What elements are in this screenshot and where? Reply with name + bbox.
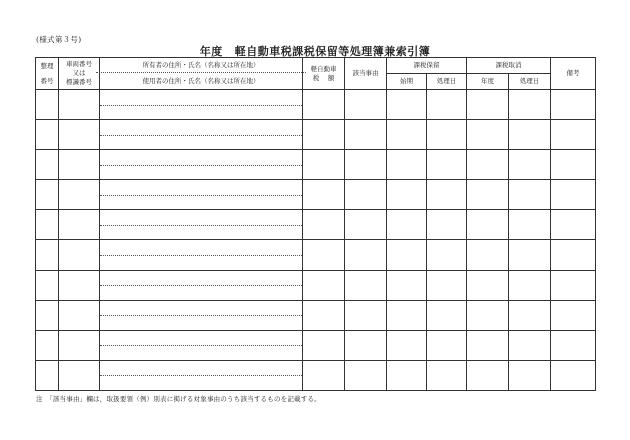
cell-hold-start[interactable]: [387, 210, 427, 240]
cell-tax-amount[interactable]: [303, 90, 345, 120]
footnote: 注 「該当事由」欄は，取扱要領（例）別表に掲げる対象事由のうち該当するものを記載する。: [36, 395, 321, 403]
header-remarks: 備考: [551, 58, 596, 90]
table-body: [36, 90, 596, 391]
cell-cancel-year[interactable]: [467, 270, 509, 300]
cell-vehicle-number[interactable]: [59, 90, 100, 120]
cell-seq-number[interactable]: [36, 120, 59, 150]
cell-owner-user[interactable]: [100, 90, 303, 120]
cell-seq-number[interactable]: [36, 270, 59, 300]
cell-hold-date[interactable]: [427, 300, 467, 330]
cell-cancel-date[interactable]: [509, 240, 551, 270]
cell-tax-amount[interactable]: [303, 180, 345, 210]
table-row: [36, 240, 596, 270]
cell-cancel-year[interactable]: [467, 180, 509, 210]
header-vehicle-number: 車両番号 又は 標識番号: [59, 58, 100, 90]
form-number: (様式第３号): [36, 35, 82, 44]
cell-hold-start[interactable]: [387, 270, 427, 300]
header-tax-amount: 軽自動車 税 額: [303, 58, 345, 90]
address-divider: [100, 315, 302, 316]
cell-hold-date[interactable]: [427, 180, 467, 210]
cell-reason[interactable]: [345, 360, 387, 390]
header-owner-user: [100, 58, 303, 90]
cell-cancel-year[interactable]: [467, 360, 509, 390]
table-row: [36, 330, 596, 360]
header-owner: 所有者の住所・氏名（名称又は所在地）: [142, 61, 260, 69]
cell-tax-amount[interactable]: [303, 360, 345, 390]
cell-tax-amount[interactable]: [303, 270, 345, 300]
cell-vehicle-number[interactable]: [59, 330, 100, 360]
cell-owner-user[interactable]: [100, 270, 303, 300]
cell-cancel-year[interactable]: [467, 330, 509, 360]
cell-cancel-year[interactable]: [467, 210, 509, 240]
cell-reason[interactable]: [345, 330, 387, 360]
cell-reason[interactable]: [345, 210, 387, 240]
cell-cancel-year[interactable]: [467, 240, 509, 270]
cell-vehicle-number[interactable]: [59, 180, 100, 210]
cell-tax-amount[interactable]: [303, 240, 345, 270]
address-divider: [100, 165, 302, 166]
address-divider: [100, 195, 302, 196]
cell-owner-user[interactable]: [100, 300, 303, 330]
table-row: [36, 210, 596, 240]
cell-tax-amount[interactable]: [303, 330, 345, 360]
title-text: 軽自動車税課税保留等処理簿兼索引簿: [234, 45, 431, 58]
cell-hold-start[interactable]: [387, 180, 427, 210]
cell-reason[interactable]: [345, 240, 387, 270]
address-divider: [100, 285, 302, 286]
cell-hold-start[interactable]: [387, 240, 427, 270]
cell-cancel-year[interactable]: [467, 120, 509, 150]
cell-remarks[interactable]: [551, 360, 596, 390]
cell-remarks[interactable]: [551, 90, 596, 120]
cell-remarks[interactable]: [551, 300, 596, 330]
cell-hold-start[interactable]: [387, 330, 427, 360]
cell-hold-start[interactable]: [387, 360, 427, 390]
cell-hold-date[interactable]: [427, 360, 467, 390]
header-hold-date: 処理日: [427, 74, 467, 90]
cell-owner-user[interactable]: [100, 120, 303, 150]
cell-remarks[interactable]: [551, 150, 596, 180]
cell-tax-amount[interactable]: [303, 120, 345, 150]
cell-seq-number[interactable]: [36, 180, 59, 210]
header-cancel-year: 年度: [467, 74, 509, 90]
cell-hold-date[interactable]: [427, 150, 467, 180]
cell-hold-start[interactable]: [387, 300, 427, 330]
cell-seq-number[interactable]: [36, 150, 59, 180]
cell-seq-number[interactable]: [36, 240, 59, 270]
cell-hold-start[interactable]: [387, 90, 427, 120]
cell-remarks[interactable]: [551, 120, 596, 150]
address-divider: [100, 345, 302, 346]
cell-hold-date[interactable]: [427, 210, 467, 240]
cell-vehicle-number[interactable]: [59, 240, 100, 270]
cell-owner-user[interactable]: [100, 210, 303, 240]
cell-tax-amount[interactable]: [303, 210, 345, 240]
cell-vehicle-number[interactable]: [59, 120, 100, 150]
cell-remarks[interactable]: [551, 240, 596, 270]
cell-vehicle-number[interactable]: [59, 150, 100, 180]
cell-cancel-year[interactable]: [467, 90, 509, 120]
cell-hold-date[interactable]: [427, 90, 467, 120]
table-row: [36, 270, 596, 300]
header-cancel: 課税取消: [467, 58, 551, 74]
cell-vehicle-number[interactable]: [59, 360, 100, 390]
cell-seq-number[interactable]: [36, 300, 59, 330]
cell-cancel-date[interactable]: [509, 90, 551, 120]
cell-cancel-year[interactable]: [467, 150, 509, 180]
table-row: [36, 300, 596, 330]
cell-cancel-year[interactable]: [467, 300, 509, 330]
cell-cancel-date[interactable]: [509, 270, 551, 300]
cell-hold-start[interactable]: [387, 120, 427, 150]
header-seq-number: 整理 番号: [36, 58, 59, 90]
cell-reason[interactable]: [345, 300, 387, 330]
cell-reason[interactable]: [345, 150, 387, 180]
cell-vehicle-number[interactable]: [59, 270, 100, 300]
header-hold-start: 始期: [387, 74, 427, 90]
cell-hold-start[interactable]: [387, 150, 427, 180]
cell-cancel-date[interactable]: [509, 150, 551, 180]
header-hold: 課税保留: [387, 58, 467, 74]
cell-cancel-date[interactable]: [509, 180, 551, 210]
cell-cancel-date[interactable]: [509, 300, 551, 330]
cell-hold-date[interactable]: [427, 270, 467, 300]
address-divider: [100, 105, 302, 106]
address-divider: [100, 375, 302, 376]
table-row: [36, 360, 596, 390]
cell-tax-amount[interactable]: [303, 150, 345, 180]
header-cancel-date: 処理日: [509, 74, 551, 90]
cell-cancel-date[interactable]: [509, 330, 551, 360]
cell-reason[interactable]: [345, 90, 387, 120]
cell-reason[interactable]: [345, 180, 387, 210]
cell-seq-number[interactable]: [36, 90, 59, 120]
cell-cancel-date[interactable]: [509, 360, 551, 390]
register-table: [35, 57, 596, 391]
cell-vehicle-number[interactable]: [59, 210, 100, 240]
address-divider: [100, 255, 302, 256]
cell-owner-user[interactable]: [100, 240, 303, 270]
cell-remarks[interactable]: [551, 210, 596, 240]
cell-seq-number[interactable]: [36, 330, 59, 360]
table-row: [36, 150, 596, 180]
cell-hold-date[interactable]: [427, 120, 467, 150]
header-user: 使用者の住所・氏名（名称又は所在地）: [142, 77, 260, 85]
cell-cancel-date[interactable]: [509, 210, 551, 240]
cell-seq-number[interactable]: [36, 360, 59, 390]
table-row: [36, 180, 596, 210]
cell-owner-user[interactable]: [100, 360, 303, 390]
cell-tax-amount[interactable]: [303, 300, 345, 330]
address-divider: [100, 225, 302, 226]
cell-owner-user[interactable]: [100, 150, 303, 180]
table-row: [36, 90, 596, 120]
cell-seq-number[interactable]: [36, 210, 59, 240]
cell-remarks[interactable]: [551, 180, 596, 210]
cell-owner-user[interactable]: [100, 180, 303, 210]
title-year-prefix: 年度: [199, 45, 223, 58]
cell-hold-date[interactable]: [427, 240, 467, 270]
cell-reason[interactable]: [345, 270, 387, 300]
table-row: [36, 120, 596, 150]
cell-remarks[interactable]: [551, 330, 596, 360]
cell-owner-user[interactable]: [100, 330, 303, 360]
header-reason: 該当事由: [345, 58, 387, 90]
cell-reason[interactable]: [345, 120, 387, 150]
cell-hold-date[interactable]: [427, 330, 467, 360]
cell-vehicle-number[interactable]: [59, 300, 100, 330]
cell-remarks[interactable]: [551, 270, 596, 300]
address-divider: [100, 135, 302, 136]
cell-cancel-date[interactable]: [509, 120, 551, 150]
